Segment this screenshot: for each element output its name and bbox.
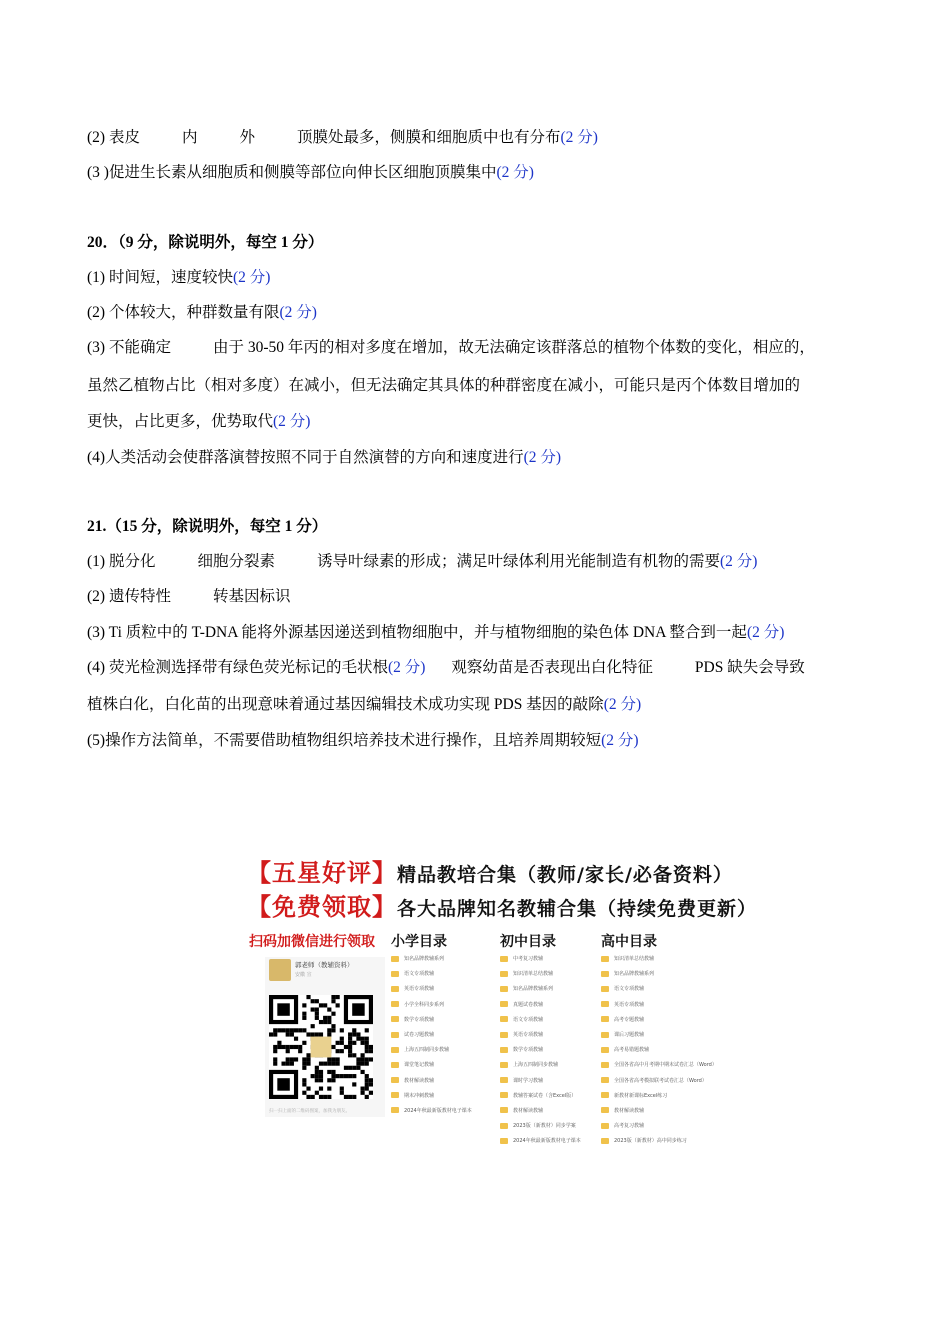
wechat-location: 安徽 宣 [295,972,312,978]
folder-item [500,1012,581,1027]
folder-label: 期末冲刺教辅 [404,1092,435,1099]
folder-label: 知识清单总结教辅 [513,971,554,978]
folder-label: 知识清单总结教辅 [614,956,655,963]
folder-item [601,1133,717,1148]
folder-item [601,1088,717,1103]
folder-item [601,1057,717,1072]
folder-icon [500,1047,508,1053]
folder-icon [601,971,609,977]
folder-label: 真题试卷教辅 [513,1001,544,1008]
folder-item [601,981,717,996]
score-label: (2 分) [273,413,311,430]
q21-line-4b: 植株白化，白化苗的出现意味着通过基因编辑技术成功实现 PDS 基因的敲除(2 分) [87,696,642,713]
score-label: (2 分) [232,269,271,286]
folder-item [601,1103,717,1118]
primary-title: 小学目录 [391,934,447,950]
score-label: (2 分) [746,624,785,641]
folder-label: 语文专项教辅 [614,986,645,993]
scan-label: 扫码加微信进行领取 [249,934,375,950]
wechat-name: 郭老师（教辅资料） [295,961,354,969]
score-label: (2 分) [279,304,317,321]
folder-icon [391,1107,399,1113]
folder-item [601,966,717,981]
folder-label: 全国各省高中月考期中期末试卷汇总（Word） [614,1062,717,1069]
promo-banner [245,851,758,1145]
folder-icon [601,1092,609,1098]
folder-item [391,1073,472,1088]
folder-icon [601,956,609,962]
folder-icon [391,1016,399,1022]
folder-item [601,997,717,1012]
folder-item [500,1133,581,1148]
folder-item [500,1042,581,1057]
folder-label: 2023版（新教材）同步学案 [513,1123,576,1130]
folder-label: 2024年秋最新版教材电子课本 [404,1107,472,1114]
avatar [269,959,291,981]
q20-line-4: (4)人类活动会使群落演替按照不同于自然演替的方向和速度进行(2 分) [87,449,562,466]
q21-title: 21.（15 分，除说明外，每空 1 分） [87,518,328,535]
q21-line-1: (1) 脱分化 细胞分裂素 诱导叶绿素的形成；满足叶绿体利用光能制造有机物的需要(2 分) [87,553,758,570]
folder-label: 上海五四制同步教辅 [404,1047,450,1054]
q19-line-2: (2) 表皮 内 外 顶膜处最多，侧膜和细胞质中也有分布(2 分) [87,129,598,146]
wechat-hint: 扫一扫上面的二维码图案，加我为朋友。 [269,1109,350,1114]
folder-icon [601,1077,609,1083]
folder-icon [601,1123,609,1129]
folder-icon [500,1138,508,1144]
folder-label: 英语专项教辅 [404,986,435,993]
folder-label: 课时学习教辅 [513,1077,544,1084]
folder-label: 教材解读教辅 [404,1077,435,1084]
folder-icon [601,1016,609,1022]
folder-label: 2024年秋最新版教材电子课本 [513,1138,581,1145]
folder-label: 全国各省高考模拟联考试卷汇总（Word） [614,1077,707,1084]
folder-label: 教辅答案试卷（含Excel版） [513,1092,577,1099]
q21-line-3: (3) Ti 质粒中的 T-DNA 能将外源基因递送到植物细胞中，并与植物细胞的染色体 DNA 整合到一起(2 分) [87,624,785,641]
score-label: (2 分) [387,659,426,676]
folder-label: 新教材新课标Excel练习 [614,1092,668,1099]
score-label: (2 分) [523,449,562,466]
q20-line-3b: 虽然乙植物占比（相对多度）在减小，但无法确定其具体的种群密度在减小，可能只是丙个体数目增加的 [87,377,801,394]
folder-icon [601,1047,609,1053]
folder-label: 教材解读教辅 [513,1107,544,1114]
folder-label: 知名品牌教辅系列 [614,971,655,978]
folder-item [601,1042,717,1057]
folder-item [391,951,472,966]
folder-item [500,1027,581,1042]
folder-label: 高考专题教辅 [614,1016,645,1023]
folder-icon [601,1107,609,1113]
folder-icon [500,956,508,962]
folder-icon [601,1138,609,1144]
folder-label: 2023版（新教材）高中同步练习 [614,1138,687,1145]
q19-line-3: (3 )促进生长素从细胞质和侧膜等部位向伸长区细胞顶膜集中(2 分) [87,164,534,181]
folder-icon [500,986,508,992]
folder-label: 课后习题教辅 [614,1032,645,1039]
middle-title: 初中目录 [500,934,556,950]
folder-item [500,997,581,1012]
folder-label: 语文专项教辅 [513,1016,544,1023]
folder-item [500,1073,581,1088]
folder-item [391,1088,472,1103]
q21-line-4: (4) 荧光检测选择带有绿色荧光标记的毛状根(2 分) 观察幼苗是否表现出白化特征 PDS 缺失会导致 [87,659,805,676]
folder-item [500,1088,581,1103]
folder-icon [500,971,508,977]
folder-item [391,981,472,996]
folder-icon [601,1032,609,1038]
folder-item [500,1118,581,1133]
q20-line-3: (3) 不能确定 由于 30-50 年丙的相对多度在增加，故无法确定该群落总的植物个体数的变化，相应的， [87,339,815,356]
folder-item [500,1103,581,1118]
folder-label: 高考复习教辅 [614,1123,645,1130]
score-label: (2 分) [560,129,598,146]
folder-item [601,1027,717,1042]
folder-item [601,1118,717,1133]
folder-item [391,1027,472,1042]
folder-label: 教材解读教辅 [614,1107,645,1114]
q20-line-2: (2) 个体较大，种群数量有限(2 分) [87,304,317,321]
folder-icon [391,1047,399,1053]
q20-title: 20．（9 分，除说明外，每空 1 分） [87,234,324,251]
folder-item [391,997,472,1012]
folder-item [391,1042,472,1057]
folder-item [391,1057,472,1072]
q21-line-2: (2) 遗传特性 转基因标识 [87,588,291,605]
folder-item [500,981,581,996]
promo-line-1: 【五星好评】精品教培合集（教师/家长/必备资料） [247,858,733,887]
folder-item [391,1103,472,1118]
folder-icon [601,986,609,992]
folder-icon [391,986,399,992]
folder-item [601,1012,717,1027]
folder-item [391,966,472,981]
folder-label: 英语专项教辅 [614,1001,645,1008]
folder-icon [391,956,399,962]
folder-item [601,1073,717,1088]
q20-line-3c: 更快，占比更多，优势取代(2 分) [87,413,311,430]
folder-label: 上海五四制同步教辅 [513,1062,559,1069]
score-label: (2 分) [603,696,642,713]
folder-icon [391,1032,399,1038]
folder-icon [391,1092,399,1098]
folder-icon [500,1062,508,1068]
folder-icon [391,971,399,977]
folder-label: 知名品牌教辅系列 [404,956,445,963]
primary-list [391,951,472,1118]
folder-icon [500,1016,508,1022]
q21-line-5: (5)操作方法简单，不需要借助植物组织培养技术进行操作，且培养周期较短(2 分) [87,732,639,749]
wechat-card [265,957,385,1117]
promo-line-2: 【免费领取】各大品牌知名教辅合集（持续免费更新） [247,892,758,921]
folder-item [391,1012,472,1027]
folder-label: 高考易错题教辅 [614,1047,650,1054]
middle-list [500,951,581,1148]
folder-icon [391,1062,399,1068]
folder-label: 数学专项教辅 [404,1016,435,1023]
folder-item [500,1057,581,1072]
folder-icon [391,1001,399,1007]
score-label: (2 分) [719,553,758,570]
score-label: (2 分) [496,164,534,181]
folder-icon [500,1032,508,1038]
folder-icon [500,1092,508,1098]
folder-label: 知名品牌教辅系列 [513,986,554,993]
folder-label: 课堂笔记教辅 [404,1062,435,1069]
folder-icon [500,1001,508,1007]
folder-icon [601,1062,609,1068]
qr-code-icon[interactable] [269,995,373,1099]
folder-label: 试卷习题教辅 [404,1032,435,1039]
high-list [601,951,717,1148]
folder-label: 小学全科同步系列 [404,1001,445,1008]
q20-line-1: (1) 时间短，速度较快(2 分) [87,269,271,286]
score-label: (2 分) [601,732,639,749]
folder-icon [500,1123,508,1129]
folder-icon [500,1077,508,1083]
folder-icon [601,1001,609,1007]
folder-label: 英语专项教辅 [513,1032,544,1039]
folder-icon [391,1077,399,1083]
folder-item [500,966,581,981]
folder-item [500,951,581,966]
folder-icon [500,1107,508,1113]
folder-item [601,951,717,966]
folder-label: 语文专项教辅 [404,971,435,978]
folder-label: 中考复习教辅 [513,956,544,963]
high-title: 高中目录 [601,934,657,950]
folder-label: 数学专项教辅 [513,1047,544,1054]
